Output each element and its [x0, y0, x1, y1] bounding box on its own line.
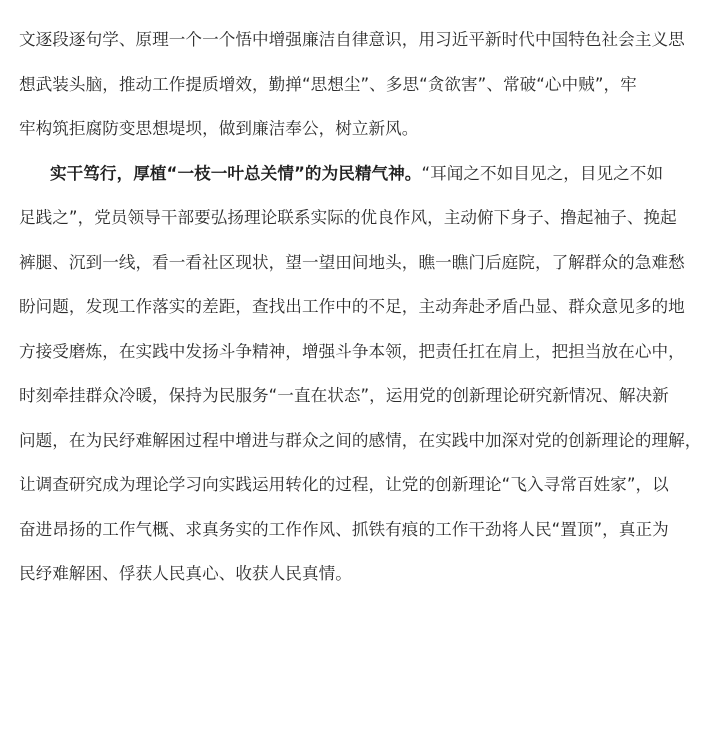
paragraph-2-line-2: 足践之”，党员领导干部要弘扬理论联系实际的优良作风，主动俯下身子、撸起袖子、挽起 [19, 208, 677, 227]
paragraph-2-line-9: 奋进昂扬的工作气概、求真务实的工作作风、抓铁有痕的工作干劲将人民“置顶”，真正为 [19, 519, 669, 539]
paragraph-1-line-2: 想武装头脑，推动工作提质增效，勤掸“思想尘”、多思“贪欲害”、常破“心中贼”，牢 [19, 74, 637, 94]
paragraph-2-line-7: 问题，在为民纾难解困过程中增进与群众之间的感情，在实践中加深对党的创新理论的理解， [19, 430, 701, 450]
paragraph-1-line-3: 牢构筑拒腐防变思想堤坝，做到廉洁奉公，树立新风。 [19, 119, 419, 138]
paragraph-1-line-1: 文逐段逐句学、原理一个一个悟中增强廉洁自律意识，用习近平新时代中国特色社会主义思 [19, 30, 685, 49]
paragraph-2-heading: 实干笃行，厚植“一枝一叶总关情”的为民精气神。 [50, 163, 422, 183]
paragraph-2-line-3: 裤腿、沉到一线，看一看社区现状，望一望田间地头，瞧一瞧门后庭院，了解群众的急难愁 [19, 252, 685, 272]
paragraph-2-first-line [19, 159, 664, 204]
paragraph-2-line-4: 盼问题，发现工作落实的差距，查找出工作中的不足，主动奔赴矛盾凸显、群众意见多的地 [19, 297, 685, 316]
paragraph-2 [19, 159, 701, 604]
paragraph-2-line-10: 民纾难解困、俘获人民真心、收获人民真情。 [19, 564, 352, 583]
paragraph-2-first-line-text: “耳闻之不如目见之，目见之不如 [421, 163, 664, 183]
paragraph-2-line-8: 让调查研究成为理论学习向实践运用转化的过程，让党的创新理论“飞入寻常百姓家”，以 [19, 475, 669, 494]
paragraph-2-line-5: 方接受磨炼，在实践中发扬斗争精神，增强斗争本领，把责任扛在肩上，把担当放在心中， [19, 341, 685, 361]
paragraph-2-line-6: 时刻牵挂群众冷暖，保持为民服务“一直在状态”，运用党的创新理论研究新情况、解决新 [19, 386, 669, 405]
paragraph-1 [19, 25, 685, 159]
